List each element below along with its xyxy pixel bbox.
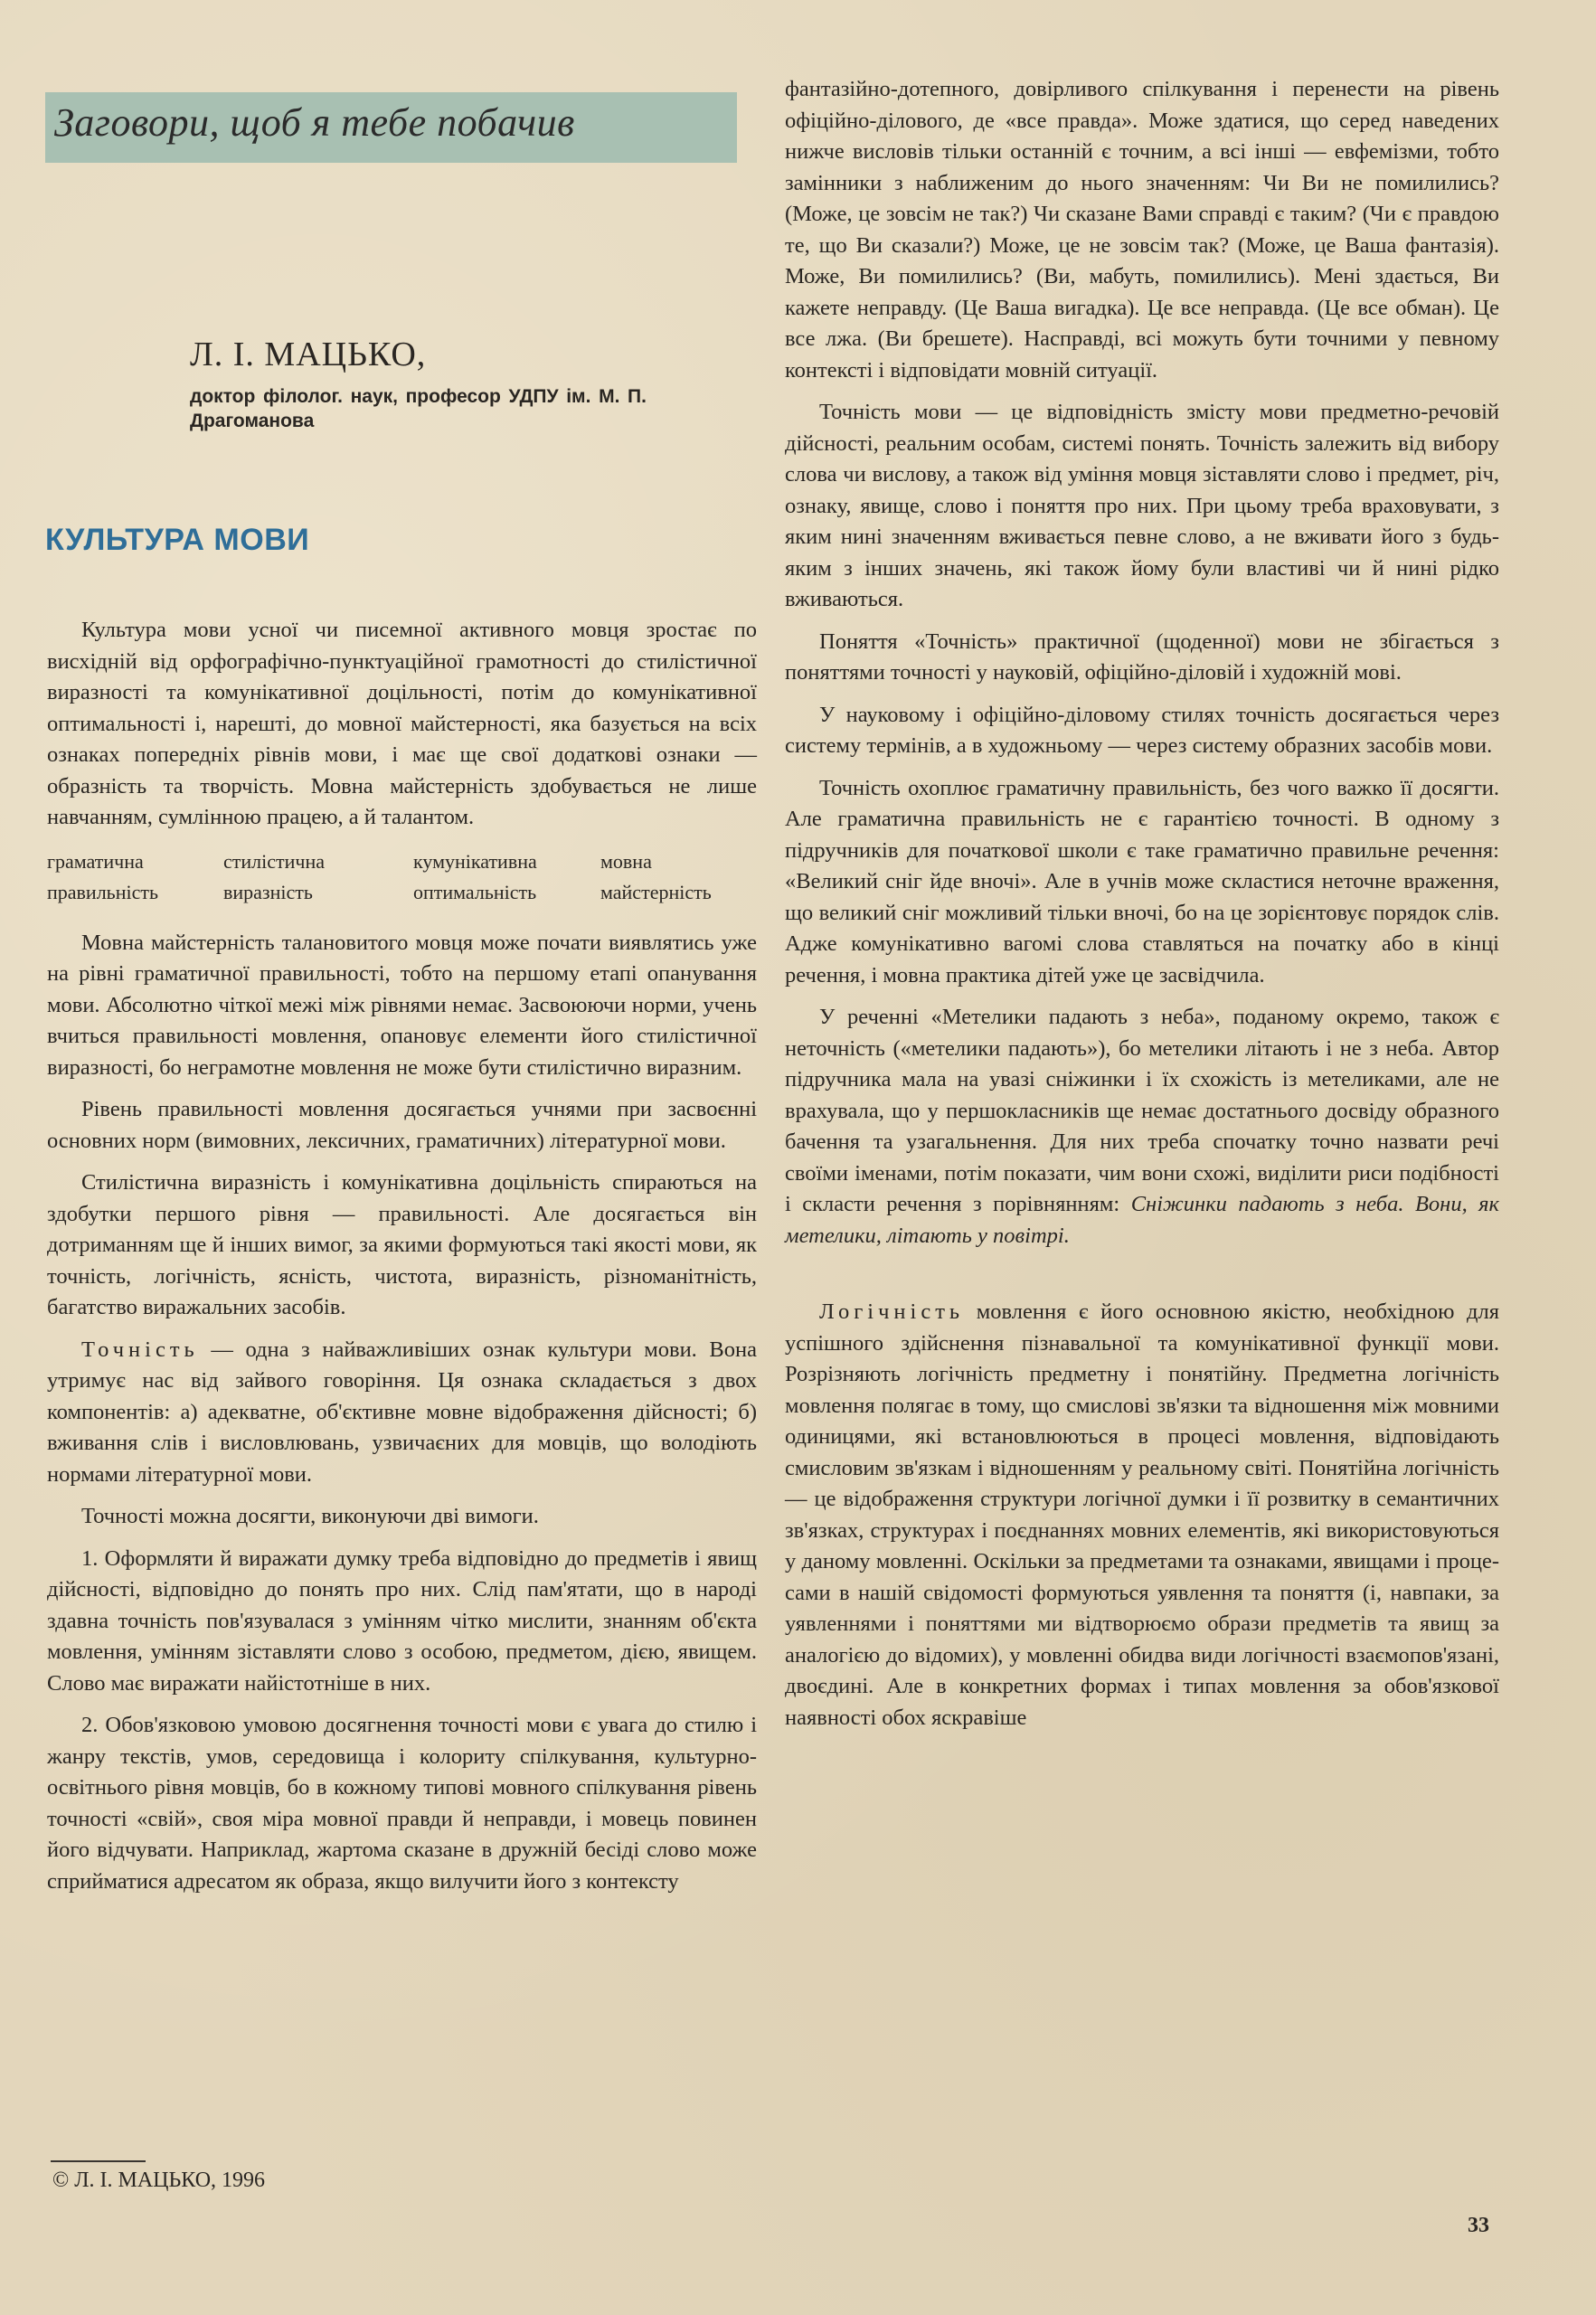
rubric-title: Заговори, щоб я тебе побачив [54, 100, 575, 145]
page-number: 33 [1468, 2214, 1489, 2237]
paragraph: Культура мови усної чи писемної активного мовця зростає по висхідній від орфографічно-пунктуаційної грамотності до стилістичної виразності та комунікативної доцільності, потім до комунікативної оптимальності і, нарешті, до мовної майстерності, яка базується на всіх ознаках попередніх рівнів мови, і має ще свої додаткові ознаки — образність та творчість. Мовна майстерність здобувається не лише навчанням, сумлінною працею, а й талантом. [47, 618, 757, 829]
paragraph [47, 1335, 757, 1491]
term-bottom: правильність [47, 880, 159, 903]
author-name: Л. І. МАЦЬКО, [190, 335, 427, 373]
paragraph: 2. Обов'язковою умовою досягнення точності мови є увага до стилю і жанру текстів, умов, середовища і колориту спілкування, культурно-освітнього рівня мовців, бо в кожному типові мовного спілкування рівень точності «свій», своя міра мовної правди й неправди, і мовець повинен його відчувати. Наприклад, жартома сказане в дружній бесіді слово може сприйматися адресатом як образа, якщо вилучити його з контексту [47, 1713, 757, 1894]
author-affiliation: доктор філолог. наук, професор УДПУ ім. М. П. Драгоманова [190, 386, 647, 431]
paragraph: фантазійно-дотепного, довірливого спілкування і перенести на рівень офіційно-ділового, де «все правда». Може здатися, що серед наведених нижче висловів тільки останній є точним, а всі інші — евфемізми, тобто замінники з наближеним до нього значенням: Чи Ви не помилились? (Може, це зовсім не так?) Чи сказане Вами справді є таким? (Чи є правдою те, що Ви сказали?) Може, це не зовсім так? (Може, це Ваша фантазія). Може, Ви помилились? (Ви, мабуть, помилились). Мені здається, Ви кажете неправду. (Це Ваша вигадка). Це все неправда. (Це все обман). Це все лжа. (Ви брешете). Насправді, всі можуть бути точними у певному контексті і відповідати мовній ситуації. [785, 77, 1499, 383]
footnote-divider [51, 2160, 146, 2162]
paragraph: Поняття «Точність» практичної (щоденної) мови не збігається з поняттями точності у науковій, офіційно-діловій і художній мові. [785, 628, 1499, 685]
paragraph [785, 1297, 1499, 1734]
paragraph: Точності можна досягти, виконуючи дві вимоги. [81, 1504, 539, 1528]
term-bottom: майстерність [600, 880, 712, 903]
paragraph: Мовна майстерність талановитого мовця може почати виявлятись уже на рівні граматичної правильності, тобто на першому етапі опанування мови. Абсолютно чіткої межі між рівнями немає. Засвоюючи норми, учень вчиться правильності мовлення, опановує елементи його стилістичної виразності, бо неграмотне мовлення не може бути стилістично виразним. [47, 930, 757, 1080]
paragraph: Стилістична виразність і комунікативна доцільність спираються на здобутки першого рівня — правильності. Але досягається він дотриманням ще й інших вимог, за якими формуються такі якості мови, як точність, логічність, ясність, чистота, виразність, різноманітність, багатство виражальних засобів. [47, 1170, 757, 1319]
paragraph-text: У реченні «Метелики падають з неба», поданому окремо, також є неточність («метелики падають»), бо метелики літають і не з неба. Автор підручника мала на увазі сніжинки і їх схожість із метеликами, але не врахувала, що у першокласників ще немає достатнього досвіду образного бачення та узагальнення. Для них треба спочатку точно назвати речі своїми іменами, потім показати, чим вони схожі, виділити риси подібності і скласти речення з порівнянням: [785, 1005, 1499, 1216]
culture-levels-table [47, 846, 757, 908]
paragraph-text: мовлення є його основною якістю, необхідною для успішного здійснення пізнавальної та комунікативної функції мови. Розрізняють логічність предметну і понятійну. Предметна логічність мовлення полягає в тому, що смислові зв'язки та відношення між мовними одиницями, які встановлюються в процесі мовлення, відповідають смисловим зв'язкам і відношенням у реальному світі. Понятійна логічність — це відображення структури логічної думки і її розвитку в семантичних зв'язках, структурах і поєднаннях мовних елементів, які використовуються у даному мовленні. Оскільки за предметами та ознаками, явищами і процесами в нашій свідомості формуються уявлення та поняття (і, навпаки, за уявленнями і поняттями ми відтворюємо образи предметів та явищ за аналогією до відомих), у мовленні обидва види логічності взаємопов'язані, двоєдині. Але в конкретних формах і типах мовлення за обов'язкової наявності обох яскравіше [785, 1299, 1499, 1730]
paragraph: 1. Оформляти й виражати думку треба відповідно до предметів і явищ дійсності, відповідно до понять про них. Слід пам'ятати, що в народі здавна точність пов'язувалася з умінням чітко мислити, знанням об'єкта мовлення, умінням зіставляти слово з особою, предметом, дією, явищем. Слово має виражати найістотніше в них. [47, 1545, 757, 1696]
term-top: кумунікативна [413, 849, 537, 873]
paragraph: Точність мови — це відповідність змісту мови предметно-речовій дійсності, реальним особам, системі понять. Точність залежить від вибору слова чи вислову, а також від уміння мовця зіставляти слово і предмет, річ, ознаку, явище, слово і поняття про них. При цьому треба враховувати, з яким нині значенням вживається певне слово, а не вживати його з будь-яким з інших значень, які також йому були властиві чи й нині рідко вживаються. [785, 400, 1499, 611]
copyright-note: © Л. І. МАЦЬКО, 1996 [52, 2169, 266, 2192]
paragraph: У науковому і офіційно-діловому стилях точність досягається через систему термінів, а в художньому — через систему образних засобів мови. [785, 702, 1499, 758]
right-column [785, 74, 1499, 1744]
term-top: стилістична [223, 849, 325, 873]
example-sentence: Сніжинки падають з неба. Вони, як метелики, літають у повітрі. [785, 1192, 1499, 1248]
term-bottom: оптимальність [413, 880, 537, 903]
article-title: КУЛЬТУРА МОВИ [45, 523, 310, 557]
paragraph [785, 1002, 1499, 1252]
term-bottom: виразність [223, 880, 313, 903]
paragraph-text: — одна з найважливіших ознак культури мови. Вона утримує нас від зайвого говоріння. Ця ознака складається з двох компонентів: а) адекватне, об'єктивне мовне відображення дійсності; б) вживання слів і висловлювань, узвичаєних для мовців, що володіють нормами літературної мови. [47, 1337, 757, 1487]
spaced-term: Точність [81, 1337, 199, 1362]
term-top: мовна [600, 849, 652, 873]
term-top: граматична [47, 849, 144, 873]
spaced-term: Логічність [819, 1299, 965, 1324]
paragraph: Точність охоплює граматичну правильність, без чого важко її досягти. Але граматична правильність не є гарантією точності. В одному з підручників для початкової школи є таке граматично правильне речення: «Великий сніг йде вночі». Але в учнів може скластися неточне враження, що великий сніг можливий тільки вночі, бо на це зорієнтовує порядок слів. Адже комунікативно вагомі слова ставляться на початку або в кінці речення, і мовна практика дітей уже це засвідчила. [785, 775, 1499, 987]
paragraph: Рівень правильності мовлення досягається учнями при засвоєнні основних норм (вимовних, лексичних, граматичних) літературної мови. [47, 1097, 757, 1153]
left-column [47, 615, 757, 1908]
